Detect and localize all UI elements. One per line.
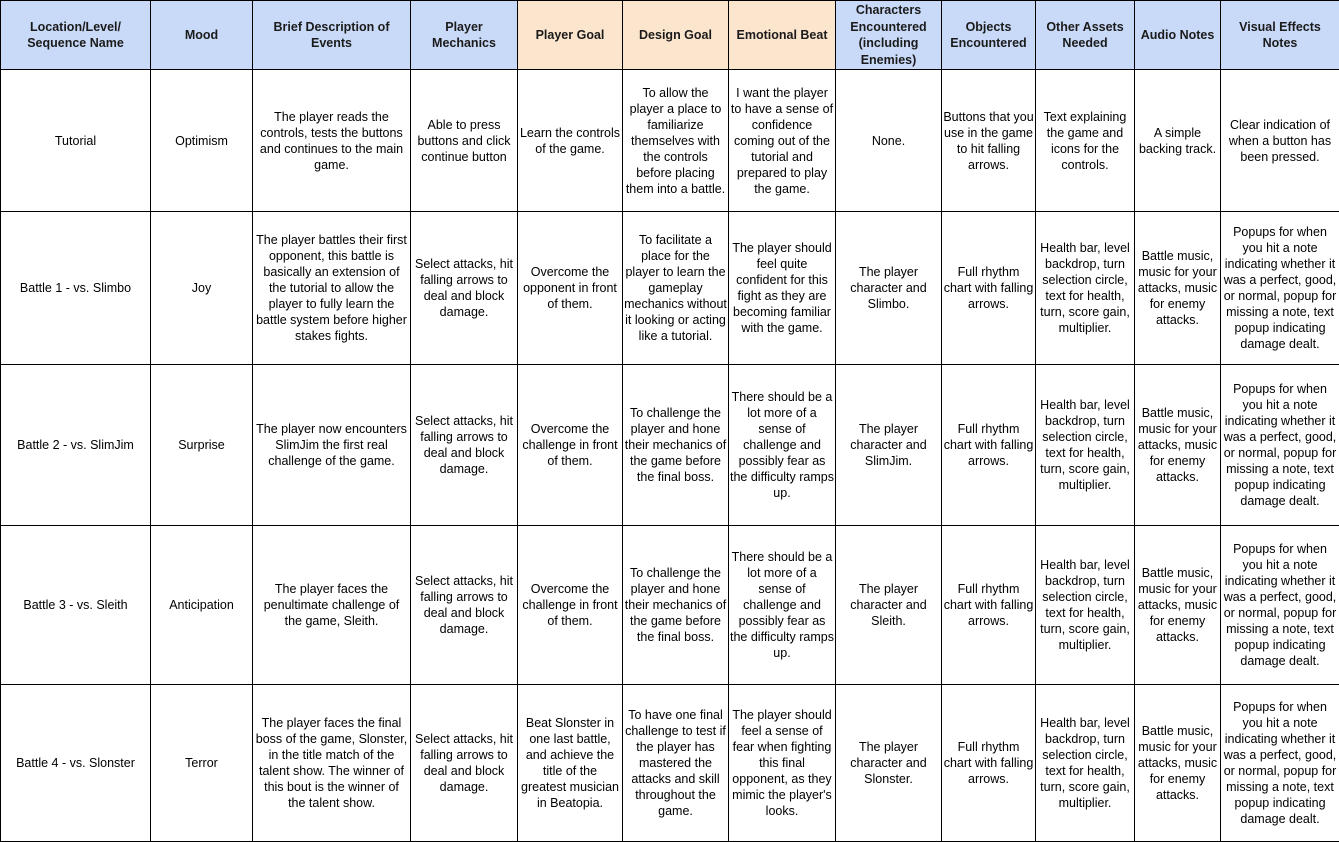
cell-player-mechanics[interactable]: Select attacks, hit falling arrows to deal and block damage. bbox=[411, 685, 518, 842]
cell-description[interactable]: The player faces the penultimate challenge of the game, Sleith. bbox=[253, 526, 411, 685]
cell-mood[interactable]: Surprise bbox=[151, 365, 253, 526]
cell-objects[interactable]: Full rhythm chart with falling arrows. bbox=[942, 212, 1036, 365]
header-objects[interactable]: Objects Encountered bbox=[942, 1, 1036, 70]
header-characters[interactable]: Characters Encountered (including Enemies) bbox=[836, 1, 942, 70]
cell-design-goal[interactable]: To allow the player a place to familiarize themselves with the controls before placing them into a battle. bbox=[623, 70, 729, 212]
cell-player-goal[interactable]: Beat Slonster in one last battle, and achieve the title of the greatest musician in Beatopia. bbox=[518, 685, 623, 842]
header-row bbox=[1, 1, 1339, 70]
cell-characters[interactable]: The player character and Slonster. bbox=[836, 685, 942, 842]
cell-visual-effects[interactable]: Clear indication of when a button has been pressed. bbox=[1221, 70, 1339, 212]
header-design-goal[interactable]: Design Goal bbox=[623, 1, 729, 70]
cell-characters[interactable]: The player character and SlimJim. bbox=[836, 365, 942, 526]
header-visual-effects[interactable]: Visual Effects Notes bbox=[1221, 1, 1339, 70]
cell-location[interactable]: Battle 3 - vs. Sleith bbox=[1, 526, 151, 685]
cell-location[interactable]: Battle 1 - vs. Slimbo bbox=[1, 212, 151, 365]
table-row bbox=[1, 212, 1339, 365]
table-row bbox=[1, 685, 1339, 842]
cell-description[interactable]: The player now encounters SlimJim the first real challenge of the game. bbox=[253, 365, 411, 526]
cell-player-mechanics[interactable]: Able to press buttons and click continue button bbox=[411, 70, 518, 212]
header-player-goal[interactable]: Player Goal bbox=[518, 1, 623, 70]
header-audio-notes[interactable]: Audio Notes bbox=[1135, 1, 1221, 70]
cell-audio-notes[interactable]: Battle music, music for your attacks, music for enemy attacks. bbox=[1135, 526, 1221, 685]
cell-player-mechanics[interactable]: Select attacks, hit falling arrows to deal and block damage. bbox=[411, 212, 518, 365]
table-row bbox=[1, 70, 1339, 212]
cell-description[interactable]: The player reads the controls, tests the buttons and continues to the main game. bbox=[253, 70, 411, 212]
cell-mood[interactable]: Anticipation bbox=[151, 526, 253, 685]
cell-mood[interactable]: Terror bbox=[151, 685, 253, 842]
cell-visual-effects[interactable]: Popups for when you hit a note indicating whether it was a perfect, good, or normal, popup for missing a note, text popup indicating damage dealt. bbox=[1221, 526, 1339, 685]
cell-characters[interactable]: None. bbox=[836, 70, 942, 212]
cell-player-goal[interactable]: Overcome the challenge in front of them. bbox=[518, 526, 623, 685]
header-other-assets[interactable]: Other Assets Needed bbox=[1036, 1, 1135, 70]
cell-location[interactable]: Battle 2 - vs. SlimJim bbox=[1, 365, 151, 526]
cell-player-goal[interactable]: Overcome the challenge in front of them. bbox=[518, 365, 623, 526]
cell-objects[interactable]: Full rhythm chart with falling arrows. bbox=[942, 365, 1036, 526]
cell-visual-effects[interactable]: Popups for when you hit a note indicating whether it was a perfect, good, or normal, popup for missing a note, text popup indicating damage dealt. bbox=[1221, 685, 1339, 842]
cell-audio-notes[interactable]: Battle music, music for your attacks, music for enemy attacks. bbox=[1135, 685, 1221, 842]
cell-audio-notes[interactable]: Battle music, music for your attacks, music for enemy attacks. bbox=[1135, 365, 1221, 526]
header-emotional-beat[interactable]: Emotional Beat bbox=[729, 1, 836, 70]
cell-emotional-beat[interactable]: The player should feel a sense of fear when fighting this final opponent, as they mimic the player's looks. bbox=[729, 685, 836, 842]
cell-description[interactable]: The player battles their first opponent, this battle is basically an extension of the tutorial to allow the player to fully learn the battle system before higher stakes fights. bbox=[253, 212, 411, 365]
cell-description[interactable]: The player faces the final boss of the game, Slonster, in the title match of the talent show. The winner of this bout is the winner of the talent show. bbox=[253, 685, 411, 842]
table-row bbox=[1, 365, 1339, 526]
cell-visual-effects[interactable]: Popups for when you hit a note indicating whether it was a perfect, good, or normal, popup for missing a note, text popup indicating damage dealt. bbox=[1221, 365, 1339, 526]
cell-visual-effects[interactable]: Popups for when you hit a note indicating whether it was a perfect, good, or normal, popup for missing a note, text popup indicating damage dealt. bbox=[1221, 212, 1339, 365]
cell-location[interactable]: Tutorial bbox=[1, 70, 151, 212]
cell-player-goal[interactable]: Learn the controls of the game. bbox=[518, 70, 623, 212]
header-player-mechanics[interactable]: Player Mechanics bbox=[411, 1, 518, 70]
cell-design-goal[interactable]: To have one final challenge to test if the player has mastered the attacks and skill throughout the game. bbox=[623, 685, 729, 842]
cell-location[interactable]: Battle 4 - vs. Slonster bbox=[1, 685, 151, 842]
cell-other-assets[interactable]: Health bar, level backdrop, turn selection circle, text for health, turn, score gain, multiplier. bbox=[1036, 212, 1135, 365]
cell-objects[interactable]: Buttons that you use in the game to hit falling arrows. bbox=[942, 70, 1036, 212]
cell-other-assets[interactable]: Health bar, level backdrop, turn selection circle, text for health, turn, score gain, multiplier. bbox=[1036, 365, 1135, 526]
cell-player-mechanics[interactable]: Select attacks, hit falling arrows to deal and block damage. bbox=[411, 526, 518, 685]
cell-audio-notes[interactable]: A simple backing track. bbox=[1135, 70, 1221, 212]
cell-characters[interactable]: The player character and Sleith. bbox=[836, 526, 942, 685]
cell-design-goal[interactable]: To challenge the player and hone their mechanics of the game before the final boss. bbox=[623, 365, 729, 526]
cell-player-mechanics[interactable]: Select attacks, hit falling arrows to deal and block damage. bbox=[411, 365, 518, 526]
cell-emotional-beat[interactable]: The player should feel quite confident for this fight as they are becoming familiar with the game. bbox=[729, 212, 836, 365]
cell-emotional-beat[interactable]: There should be a lot more of a sense of challenge and possibly fear as the difficulty ramps up. bbox=[729, 365, 836, 526]
cell-mood[interactable]: Joy bbox=[151, 212, 253, 365]
cell-player-goal[interactable]: Overcome the opponent in front of them. bbox=[518, 212, 623, 365]
table-row bbox=[1, 526, 1339, 685]
header-location[interactable]: Location/Level/ Sequence Name bbox=[1, 1, 151, 70]
cell-objects[interactable]: Full rhythm chart with falling arrows. bbox=[942, 526, 1036, 685]
cell-other-assets[interactable]: Health bar, level backdrop, turn selection circle, text for health, turn, score gain, multiplier. bbox=[1036, 685, 1135, 842]
cell-emotional-beat[interactable]: There should be a lot more of a sense of challenge and possibly fear as the difficulty ramps up. bbox=[729, 526, 836, 685]
header-mood[interactable]: Mood bbox=[151, 1, 253, 70]
cell-design-goal[interactable]: To challenge the player and hone their mechanics of the game before the final boss. bbox=[623, 526, 729, 685]
cell-audio-notes[interactable]: Battle music, music for your attacks, music for enemy attacks. bbox=[1135, 212, 1221, 365]
header-description[interactable]: Brief Description of Events bbox=[253, 1, 411, 70]
cell-objects[interactable]: Full rhythm chart with falling arrows. bbox=[942, 685, 1036, 842]
cell-design-goal[interactable]: To facilitate a place for the player to learn the gameplay mechanics without it looking or acting like a tutorial. bbox=[623, 212, 729, 365]
cell-mood[interactable]: Optimism bbox=[151, 70, 253, 212]
cell-other-assets[interactable]: Health bar, level backdrop, turn selection circle, text for health, turn, score gain, multiplier. bbox=[1036, 526, 1135, 685]
cell-other-assets[interactable]: Text explaining the game and icons for the controls. bbox=[1036, 70, 1135, 212]
cell-characters[interactable]: The player character and Slimbo. bbox=[836, 212, 942, 365]
cell-emotional-beat[interactable]: I want the player to have a sense of confidence coming out of the tutorial and prepared to play the game. bbox=[729, 70, 836, 212]
